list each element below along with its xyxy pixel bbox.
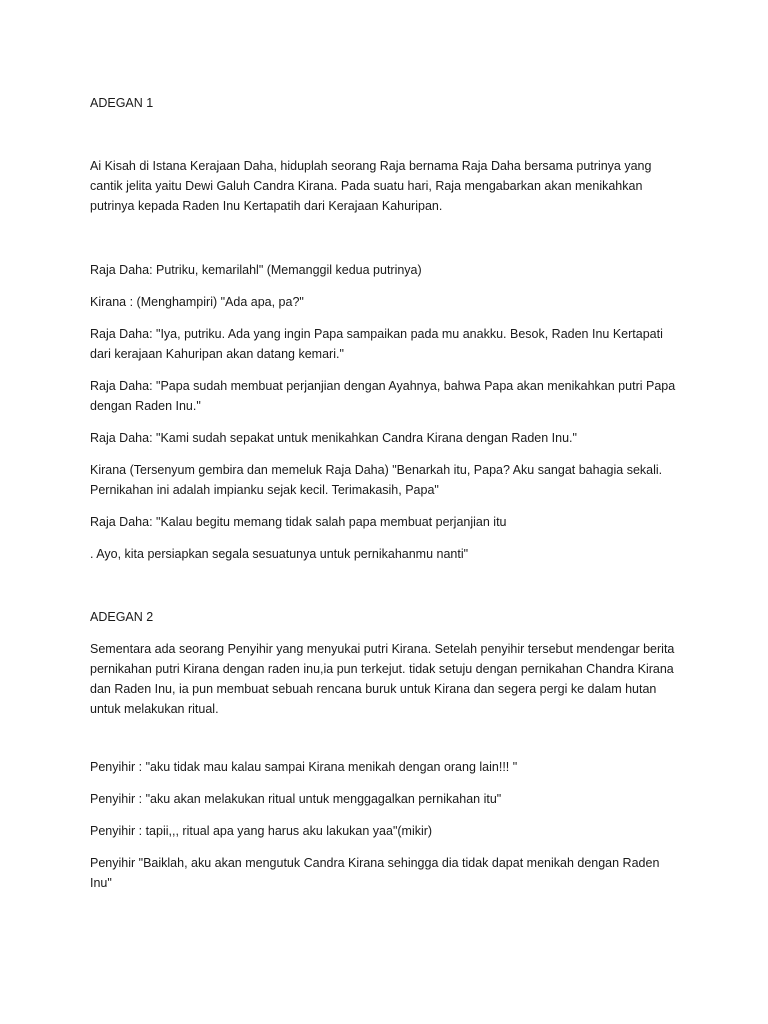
dialogue-line: . Ayo, kita persiapkan segala sesuatunya untuk pernikahanmu nanti": [90, 547, 469, 561]
scene-2-narration: Sementara ada seorang Penyihir yang menyukai putri Kirana. Setelah penyihir tersebut mendengar berita pernikahan putri Kirana dengan raden inu,ia pun terkejut. tidak setuju dengan pernikahan Chandra Kirana dan Raden Inu, ia pun membuat sebuah rencana buruk untuk Kirana dan segera pergi ke dalam hutan untuk melakukan ritual.: [90, 642, 675, 716]
dialogue-line: Kirana : (Menghampiri) "Ada apa, pa?": [90, 295, 304, 309]
scene-1-narration: Ai Kisah di Istana Kerajaan Daha, hiduplah seorang Raja bernama Raja Daha bersama putrinya yang cantik jelita yaitu Dewi Galuh Candra Kirana. Pada suatu hari, Raja mengabarkan akan menikahkan putrinya kepada Raden Inu Kertapatih dari Kerajaan Kahuripan.: [90, 159, 652, 213]
dialogue-line: Raja Daha: "Papa sudah membuat perjanjian dengan Ayahnya, bahwa Papa akan menikahkan putri Papa dengan Raden Inu.": [90, 379, 676, 413]
dialogue-line: Penyihir "Baiklah, aku akan mengutuk Candra Kirana sehingga dia tidak dapat menikah dengan Raden Inu": [90, 856, 660, 890]
scene-1-heading: ADEGAN 1: [90, 96, 154, 110]
dialogue-line: Penyihir : "aku tidak mau kalau sampai Kirana menikah dengan orang lain!!! ": [90, 760, 518, 774]
dialogue-line: Raja Daha: "Iya, putriku. Ada yang ingin Papa sampaikan pada mu anakku. Besok, Raden Inu Kertapati dari kerajaan Kahuripan akan datang kemari.": [90, 327, 663, 361]
dialogue-line: Raja Daha: Putriku, kemarilahl" (Memanggil kedua putrinya): [90, 263, 422, 277]
scene-2-heading: ADEGAN 2: [90, 610, 154, 624]
document-body: [90, 93, 682, 905]
dialogue-line: Penyihir : "aku akan melakukan ritual untuk menggagalkan pernikahan itu": [90, 792, 502, 806]
dialogue-line: Kirana (Tersenyum gembira dan memeluk Raja Daha) "Benarkah itu, Papa? Aku sangat bahagia sekali. Pernikahan ini adalah impianku sejak kecil. Terimakasih, Papa": [90, 463, 663, 497]
dialogue-line: Raja Daha: "Kami sudah sepakat untuk menikahkan Candra Kirana dengan Raden Inu.": [90, 431, 577, 445]
dialogue-line: Raja Daha: "Kalau begitu memang tidak salah papa membuat perjanjian itu: [90, 515, 507, 529]
dialogue-line: Penyihir : tapii,,, ritual apa yang harus aku lakukan yaa"(mikir): [90, 824, 433, 838]
